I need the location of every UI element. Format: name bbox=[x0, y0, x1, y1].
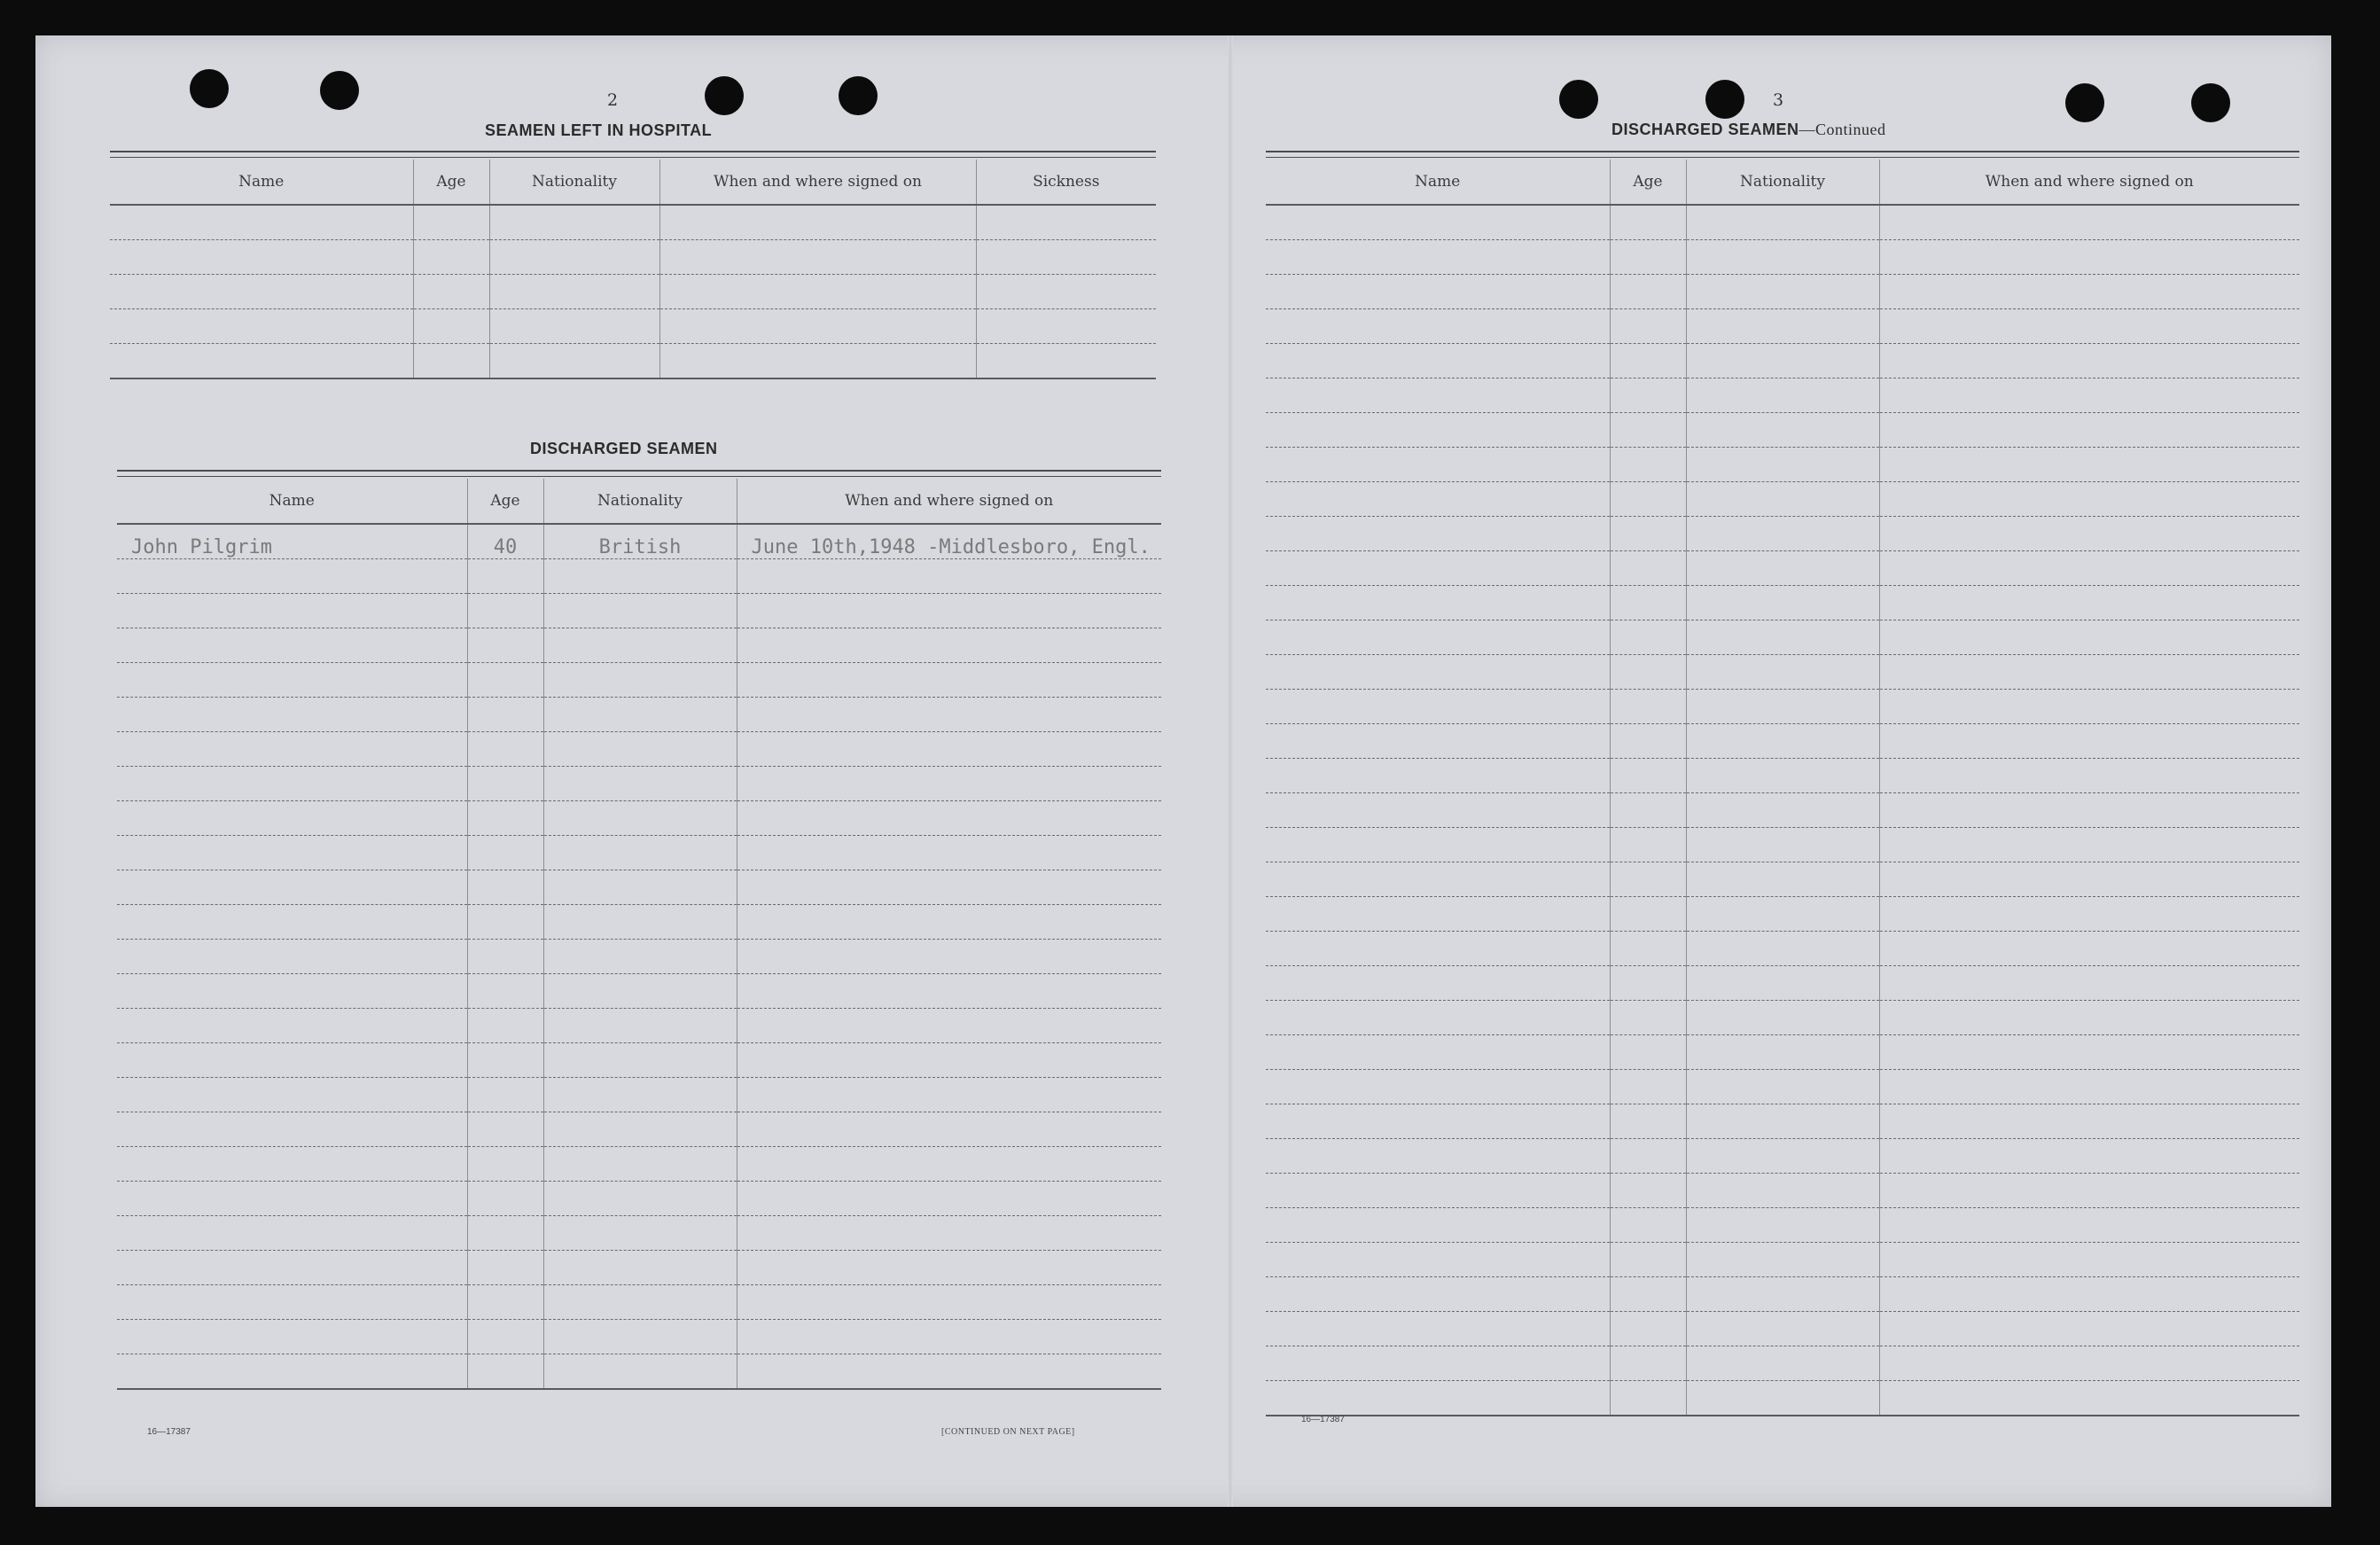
table-row bbox=[1266, 897, 2299, 932]
table-header-row bbox=[1266, 160, 2299, 205]
punch-hole bbox=[320, 71, 359, 110]
continued-title-rule bbox=[1266, 151, 2299, 158]
table-row bbox=[1266, 1139, 2299, 1174]
page-number: 2 bbox=[607, 90, 619, 110]
table-row bbox=[117, 1043, 1161, 1078]
table-row bbox=[117, 767, 1161, 801]
punch-hole bbox=[190, 69, 229, 108]
column-header-signed-on: When and where signed on bbox=[659, 160, 976, 205]
table-row bbox=[1266, 1208, 2299, 1243]
continued-note: [CONTINUED ON NEXT PAGE] bbox=[941, 1427, 1075, 1437]
table-row bbox=[1266, 620, 2299, 655]
column-header-nationality: Nationality bbox=[489, 160, 659, 205]
table-row bbox=[117, 559, 1161, 594]
section-title-text: DISCHARGED SEAMEN bbox=[1611, 121, 1799, 138]
table-row bbox=[117, 905, 1161, 940]
table-row bbox=[1266, 551, 2299, 586]
table-row bbox=[117, 836, 1161, 870]
table-row bbox=[110, 309, 1156, 344]
table-row bbox=[1266, 1277, 2299, 1312]
column-header-nationality: Nationality bbox=[543, 479, 737, 524]
table-row bbox=[1266, 1312, 2299, 1346]
table-row bbox=[1266, 932, 2299, 966]
table-row bbox=[117, 1182, 1161, 1216]
table-row bbox=[1266, 828, 2299, 862]
punch-hole bbox=[1559, 80, 1598, 119]
table-row bbox=[1266, 517, 2299, 551]
table-row bbox=[110, 205, 1156, 240]
punch-hole bbox=[1705, 80, 1744, 119]
table-row bbox=[1266, 1174, 2299, 1208]
table-row bbox=[117, 1078, 1161, 1112]
table-row bbox=[110, 344, 1156, 379]
seaman-nationality: British bbox=[543, 524, 737, 559]
table-row bbox=[117, 1216, 1161, 1251]
table-row bbox=[110, 275, 1156, 309]
page-fold bbox=[1228, 35, 1233, 1507]
table-row bbox=[117, 1112, 1161, 1147]
table-row bbox=[1266, 862, 2299, 897]
table-row bbox=[110, 240, 1156, 275]
table-row bbox=[1266, 413, 2299, 448]
column-header-nationality: Nationality bbox=[1686, 160, 1879, 205]
table-row bbox=[1266, 309, 2299, 344]
hospital-section-title: SEAMEN LEFT IN HOSPITAL bbox=[485, 121, 713, 139]
table-row bbox=[1266, 378, 2299, 413]
table-row bbox=[1266, 966, 2299, 1001]
document-sheet bbox=[35, 35, 2331, 1507]
table-row bbox=[117, 940, 1161, 974]
seaman-signed-on: June 10th,1948 -Middlesboro, Engl. bbox=[737, 524, 1161, 559]
table-row bbox=[117, 1285, 1161, 1320]
table-header-row bbox=[117, 479, 1161, 524]
table-row bbox=[1266, 482, 2299, 517]
table-row bbox=[117, 628, 1161, 663]
form-code: 16—17387 bbox=[1301, 1415, 1345, 1424]
table-row bbox=[1266, 275, 2299, 309]
table-row bbox=[117, 732, 1161, 767]
column-header-age: Age bbox=[413, 160, 489, 205]
column-header-age: Age bbox=[1610, 160, 1686, 205]
table-row bbox=[117, 1354, 1161, 1390]
column-header-name: Name bbox=[1266, 160, 1610, 205]
discharged-section-title: DISCHARGED SEAMEN bbox=[530, 440, 718, 457]
table-row bbox=[117, 870, 1161, 905]
table-row bbox=[117, 698, 1161, 732]
form-code: 16—17387 bbox=[147, 1427, 191, 1437]
column-header-age: Age bbox=[467, 479, 543, 524]
discharged-table bbox=[117, 479, 1161, 1390]
seaman-age: 40 bbox=[467, 524, 543, 559]
column-header-name: Name bbox=[110, 160, 413, 205]
table-row bbox=[117, 974, 1161, 1009]
table-row bbox=[1266, 1070, 2299, 1104]
table-row bbox=[1266, 655, 2299, 690]
table-header-row bbox=[110, 160, 1156, 205]
table-row bbox=[1266, 1035, 2299, 1070]
table-row bbox=[117, 1320, 1161, 1354]
column-header-sickness: Sickness bbox=[976, 160, 1156, 205]
table-row bbox=[117, 594, 1161, 628]
discharged-continued-title bbox=[1611, 121, 1886, 139]
punch-hole bbox=[705, 76, 744, 115]
table-row bbox=[1266, 1001, 2299, 1035]
column-header-name: Name bbox=[117, 479, 467, 524]
table-row bbox=[1266, 759, 2299, 793]
table-row bbox=[1266, 1381, 2299, 1416]
punch-hole bbox=[2191, 83, 2230, 122]
table-row bbox=[1266, 344, 2299, 378]
table-row bbox=[117, 1147, 1161, 1182]
table-row bbox=[117, 663, 1161, 698]
table-row bbox=[117, 524, 1161, 559]
section-title-suffix: —Continued bbox=[1799, 121, 1886, 138]
page-number: 3 bbox=[1773, 90, 1784, 110]
table-row bbox=[1266, 448, 2299, 482]
table-row bbox=[1266, 586, 2299, 620]
table-row bbox=[1266, 793, 2299, 828]
column-header-signed-on: When and where signed on bbox=[737, 479, 1161, 524]
hospital-title-rule bbox=[110, 151, 1156, 158]
hospital-table bbox=[110, 160, 1156, 379]
table-row bbox=[117, 1009, 1161, 1043]
discharged-title-rule bbox=[117, 470, 1161, 477]
table-row bbox=[1266, 205, 2299, 240]
table-row bbox=[1266, 1104, 2299, 1139]
table-row bbox=[1266, 724, 2299, 759]
punch-hole bbox=[839, 76, 878, 115]
table-row bbox=[1266, 1346, 2299, 1381]
discharged-continued-table bbox=[1266, 160, 2299, 1416]
seaman-name: John Pilgrim bbox=[117, 524, 467, 559]
column-header-signed-on: When and where signed on bbox=[1879, 160, 2299, 205]
table-row bbox=[117, 801, 1161, 836]
table-row bbox=[117, 1251, 1161, 1285]
table-row bbox=[1266, 690, 2299, 724]
punch-hole bbox=[2065, 83, 2104, 122]
table-row bbox=[1266, 1243, 2299, 1277]
table-row bbox=[1266, 240, 2299, 275]
